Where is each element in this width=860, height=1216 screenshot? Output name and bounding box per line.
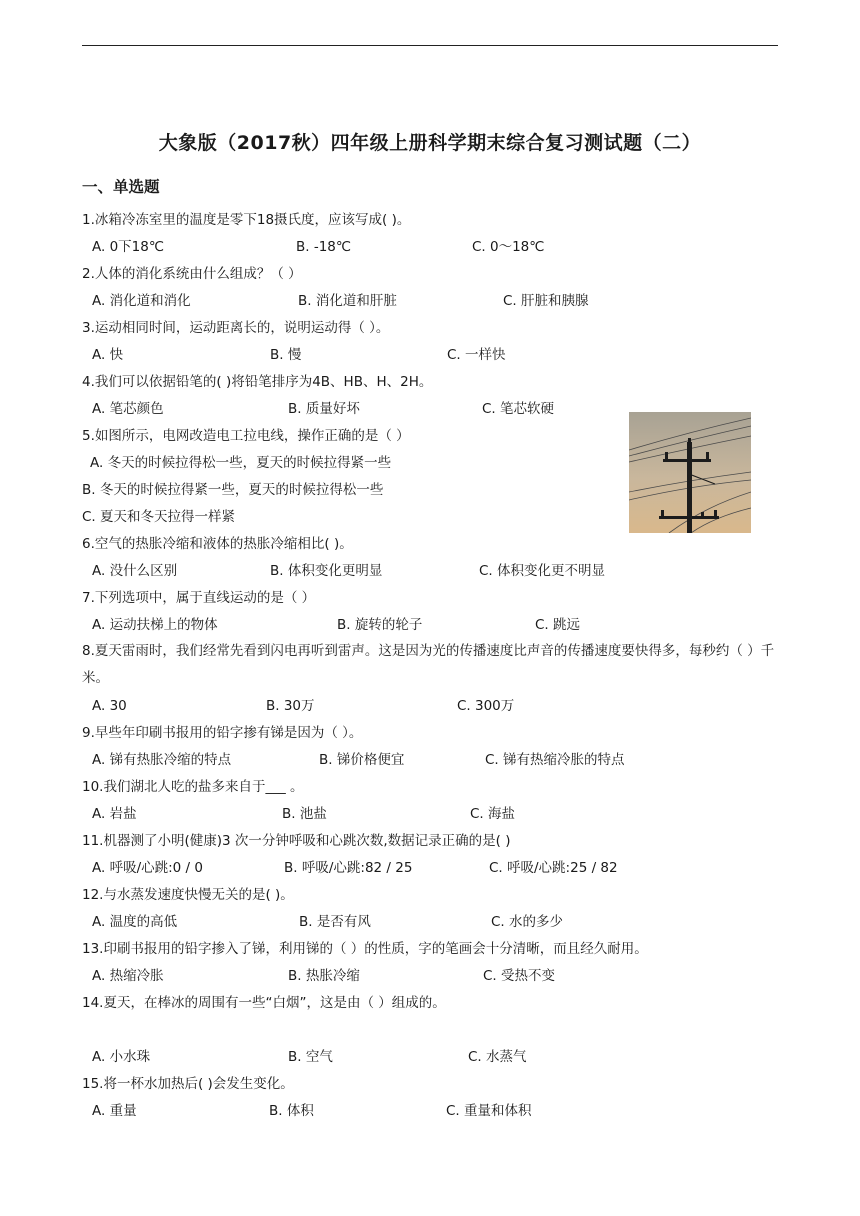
q10-option-a[interactable]: A. 岩盐	[92, 806, 137, 822]
q3-option-a[interactable]: A. 快	[92, 347, 124, 363]
question-1: 1.冰箱冷冻室里的温度是零下18摄氏度，应该写成( )。	[82, 212, 411, 228]
question-4: 4.我们可以依据铅笔的( )将铅笔排序为4B、HB、H、2H。	[82, 374, 433, 390]
q13-option-a[interactable]: A. 热缩冷胀	[92, 968, 164, 984]
question-5: 5.如图所示，电网改造电工拉电线，操作正确的是（ ）	[82, 428, 410, 444]
q6-option-c[interactable]: C. 体积变化更不明显	[479, 563, 606, 579]
q9-option-a[interactable]: A. 锑有热胀冷缩的特点	[92, 752, 232, 768]
q14-option-a[interactable]: A. 小水珠	[92, 1049, 151, 1065]
q5-option-c[interactable]: C. 夏天和冬天拉得一样紧	[82, 509, 236, 525]
q5-option-b[interactable]: B. 冬天的时候拉得紧一些，夏天的时候拉得松一些	[82, 482, 384, 498]
q8-option-a[interactable]: A. 30	[92, 698, 127, 714]
q15-option-b[interactable]: B. 体积	[269, 1103, 314, 1119]
q2-option-b[interactable]: B. 消化道和肝脏	[298, 293, 397, 309]
q11-option-a[interactable]: A. 呼吸/心跳:0 / 0	[92, 860, 203, 876]
q2-option-a[interactable]: A. 消化道和消化	[92, 293, 191, 309]
q4-option-a[interactable]: A. 笔芯颜色	[92, 401, 164, 417]
question-3: 3.运动相同时间，运动距离长的，说明运动得（ ）。	[82, 320, 390, 336]
q15-option-c[interactable]: C. 重量和体积	[446, 1103, 532, 1119]
q12-option-a[interactable]: A. 温度的高低	[92, 914, 178, 930]
question-13: 13.印刷书报用的铅字掺入了锑，利用锑的（ ）的性质，字的笔画会十分清晰，而且经久耐用。	[82, 941, 648, 957]
question-9: 9.早些年印刷书报用的铅字掺有锑是因为（ ）。	[82, 725, 363, 741]
question-14: 14.夏天，在棒冰的周围有一些“白烟”，这是由（ ）组成的。	[82, 995, 446, 1011]
question-8: 8.夏天雷雨时，我们经常先看到闪电再听到雷声。这是因为光的传播速度比声音的传播速度要快得多，每秒约（ ）千米。	[82, 643, 775, 686]
question-7: 7.下列选项中，属于直线运动的是（ ）	[82, 590, 316, 606]
question-10: 10.我们湖北人吃的盐多来自于___ 。	[82, 779, 304, 795]
q12-option-b[interactable]: B. 是否有风	[299, 914, 371, 930]
q12-option-c[interactable]: C. 水的多少	[491, 914, 564, 930]
q1-option-a[interactable]: A. 0下18℃	[92, 239, 165, 255]
q6-option-a[interactable]: A. 没什么区别	[92, 563, 178, 579]
question-15: 15.将一杯水加热后( )会发生变化。	[82, 1076, 294, 1092]
q10-option-b[interactable]: B. 池盐	[282, 806, 327, 822]
q3-option-c[interactable]: C. 一样快	[447, 347, 506, 363]
question-6: 6.空气的热胀冷缩和液体的热胀冷缩相比( )。	[82, 536, 353, 552]
q8-option-b[interactable]: B. 30万	[266, 698, 315, 714]
q3-option-b[interactable]: B. 慢	[270, 347, 302, 363]
q2-option-c[interactable]: C. 肝脏和胰腺	[503, 293, 589, 309]
power-pole-photo	[629, 412, 751, 533]
question-11: 11.机器测了小明(健康)3 次一分钟呼吸和心跳次数,数据记录正确的是( )	[82, 833, 511, 849]
q14-option-b[interactable]: B. 空气	[288, 1049, 333, 1065]
q4-option-b[interactable]: B. 质量好坏	[288, 401, 360, 417]
page-title: 大象版（2017秋）四年级上册科学期末综合复习测试题（二）	[158, 132, 702, 154]
question-2: 2.人体的消化系统由什么组成？（ ）	[82, 266, 302, 282]
power-pole-icon	[629, 412, 751, 533]
q7-option-a[interactable]: A. 运动扶梯上的物体	[92, 617, 218, 633]
q4-option-c[interactable]: C. 笔芯软硬	[482, 401, 555, 417]
q1-option-b[interactable]: B. -18℃	[296, 239, 352, 255]
section-heading: 一、单选题	[82, 178, 160, 196]
q1-option-c[interactable]: C. 0～18℃	[472, 239, 545, 255]
q13-option-b[interactable]: B. 热胀冷缩	[288, 968, 360, 984]
q11-option-b[interactable]: B. 呼吸/心跳:82 / 25	[284, 860, 413, 876]
q7-option-c[interactable]: C. 跳远	[535, 617, 581, 633]
q10-option-c[interactable]: C. 海盐	[470, 806, 516, 822]
q5-option-a[interactable]: A. 冬天的时候拉得松一些，夏天的时候拉得紧一些	[90, 455, 392, 471]
q13-option-c[interactable]: C. 受热不变	[483, 968, 556, 984]
q14-option-c[interactable]: C. 水蒸气	[468, 1049, 527, 1065]
q8-option-c[interactable]: C. 300万	[457, 698, 515, 714]
question-12: 12.与水蒸发速度快慢无关的是( )。	[82, 887, 294, 903]
q7-option-b[interactable]: B. 旋转的轮子	[337, 617, 423, 633]
q11-option-c[interactable]: C. 呼吸/心跳:25 / 82	[489, 860, 618, 876]
header-rule	[82, 45, 778, 46]
q6-option-b[interactable]: B. 体积变化更明显	[270, 563, 383, 579]
q15-option-a[interactable]: A. 重量	[92, 1103, 137, 1119]
q9-option-b[interactable]: B. 锑价格便宜	[319, 752, 405, 768]
q9-option-c[interactable]: C. 锑有热缩冷胀的特点	[485, 752, 625, 768]
